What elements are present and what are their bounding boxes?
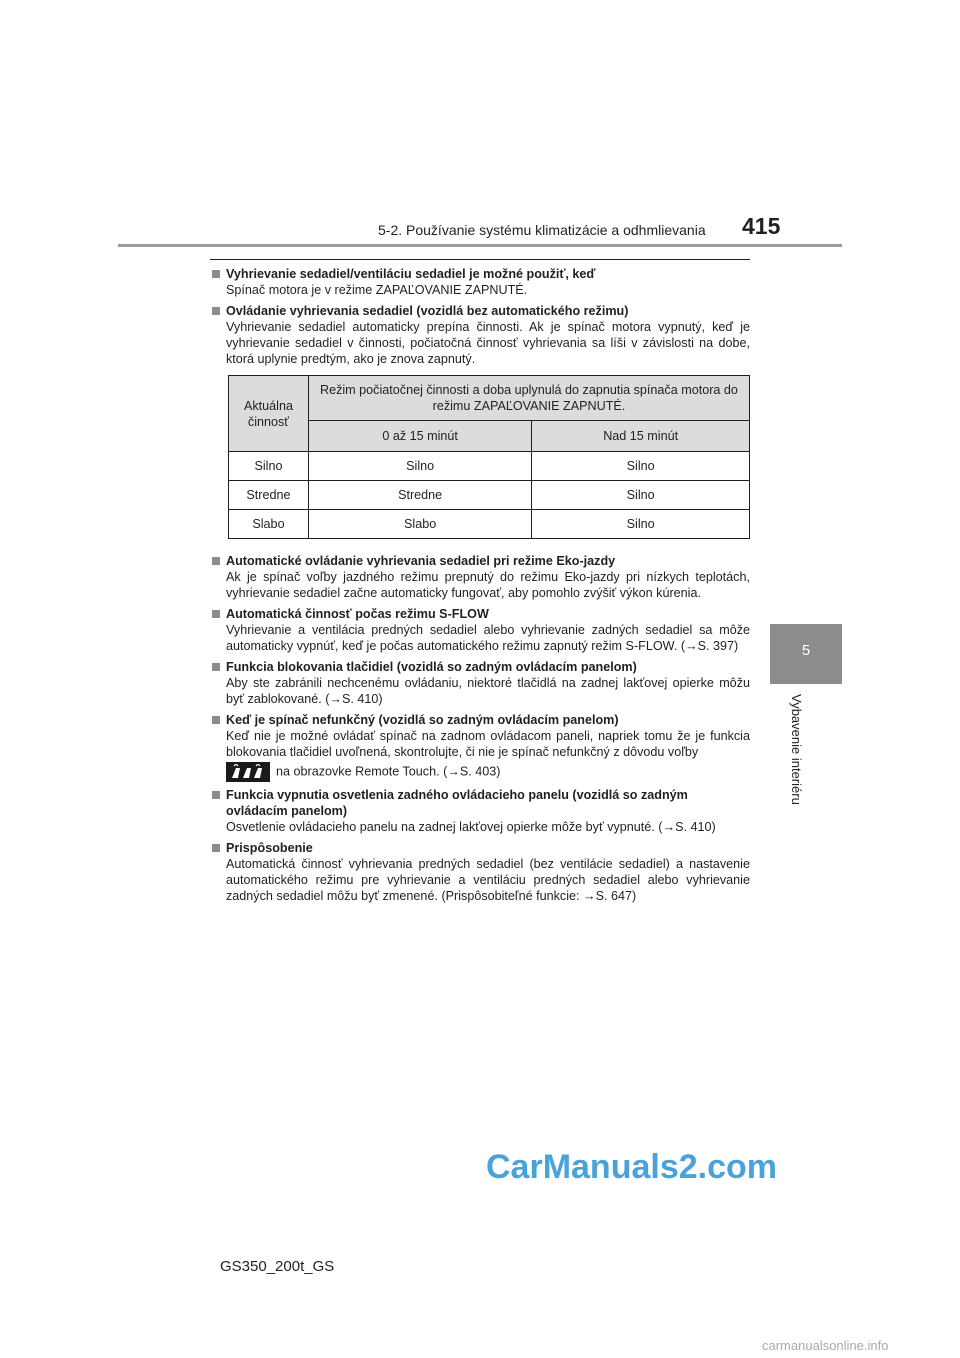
section-heading: Prispôsobenie: [210, 840, 750, 856]
watermark-carmanuals2: CarManuals2.com: [486, 1148, 777, 1186]
section-heading: Vyhrievanie sedadiel/ventiláciu sedadiel je možné použiť, keď: [210, 266, 750, 282]
operation-mode-table: [228, 375, 750, 539]
section-body: Aby ste zabránili nechcenému ovládaniu, niektoré tlačidlá na zadnej lakťovej opierke môžu byť zablokované. (→S. 410): [226, 676, 750, 706]
table-cell: Silno: [532, 452, 750, 481]
header-rule: [118, 244, 842, 247]
table-cell: Silno: [308, 452, 531, 481]
section-heading: Automatická činnosť počas režimu S-FLOW: [210, 606, 750, 622]
bullet-square-icon: [212, 791, 220, 799]
section-body: Ak je spínač voľby jazdného režimu prepnutý do režimu Eko-jazdy pri nízkych teplotách, vyhrievanie sedadiel začne automaticky fungovať, aby pomohlo zvýšiť výkon kúrenia.: [226, 570, 750, 600]
section-heading: Keď je spínač nefunkčný (vozidlá so zadným ovládacím panelom): [210, 712, 750, 728]
chapter-number: 5: [801, 642, 811, 659]
section-button-lock: [210, 659, 750, 707]
table-subheader: Nad 15 minút: [532, 421, 750, 452]
section-heading: Funkcia vypnutia osvetlenia zadného ovládacieho panelu (vozidlá so zadným ovládacím panelom): [210, 787, 750, 819]
section-panel-light-off: [210, 787, 750, 835]
section-heading: Ovládanie vyhrievania sedadiel (vozidlá bez automatického režimu): [210, 303, 750, 319]
chapter-tab: [770, 624, 842, 684]
section-customization: [210, 840, 750, 904]
page-number: 415: [742, 213, 781, 239]
section-body: Automatická činnosť vyhrievania predných sedadiel (bez ventilácie sedadiel) a nastavenie automatického režimu pre vyhrievanie a ventiláciu predných sedadiel alebo vyhrievanie zadných sedadiel môžu byť zmenené. (Prispôsobiteľné funkcie: →S. 647): [226, 857, 750, 903]
table-row: [229, 510, 750, 539]
section-switch-inoperative: [210, 712, 750, 782]
table-header-current: Aktuálna činnosť: [229, 376, 309, 452]
rear-seat-control-icon: [226, 762, 270, 782]
chapter-side-label: Vybavenie interiéru: [789, 694, 804, 805]
section-seat-heater-control: [210, 303, 750, 367]
bullet-square-icon: [212, 270, 220, 278]
section-heading: Automatické ovládanie vyhrievania sedadiel pri režime Eko-jazdy: [210, 553, 750, 569]
table-subheader: 0 až 15 minút: [308, 421, 531, 452]
footer-model: GS350_200t_GS: [220, 1258, 335, 1275]
section-eco-mode: [210, 553, 750, 601]
table-cell: Stredne: [308, 481, 531, 510]
section-body: Osvetlenie ovládacieho panelu na zadnej lakťovej opierke môže byť vypnuté. (→S. 410): [226, 820, 716, 834]
section-body: Vyhrievanie sedadiel automaticky prepína činnosti. Ak je spínač motora vypnutý, keď je vyhrievanie sedadiel v činnosti, počiatočná činnosť vyhrievania sa líši v závislosti na dobe, ktorá uplynie predtým, ako je znova zapnutý.: [226, 320, 750, 366]
table-cell: Slabo: [229, 510, 309, 539]
page-content: [210, 266, 750, 909]
table-cell: Stredne: [229, 481, 309, 510]
content-rule: [210, 259, 750, 260]
bullet-square-icon: [212, 307, 220, 315]
table-cell: Silno: [532, 481, 750, 510]
table-cell: Silno: [532, 510, 750, 539]
table-cell: Slabo: [308, 510, 531, 539]
section-seat-heater-usage: [210, 266, 750, 298]
table-header-group: Režim počiatočnej činnosti a doba uplynulá do zapnutia spínača motora do režimu ZAPAĽOVANIE ZAPNUTÉ.: [308, 376, 749, 421]
section-body: Vyhrievanie a ventilácia predných sedadiel alebo vyhrievanie zadných sedadiel sa môže automaticky vypnúť, keď je počas automatického režimu zapnutý režim S-FLOW. (→S. 397): [226, 623, 750, 653]
section-body: Keď nie je možné ovládať spínač na zadnom ovládacom paneli, napriek tomu že je funkcia blokovania tlačidiel uvoľnená, skontrolujte, či nie je spínač nefunkčný z dôvodu voľby na obrazovke Remote Touch. (→S. 403): [210, 728, 750, 782]
chapter-header: 5-2. Používanie systému klimatizácie a odhmlievania: [378, 222, 706, 238]
bullet-square-icon: [212, 716, 220, 724]
watermark-carmanualsonline: carmanualsonline.info: [762, 1338, 889, 1353]
section-heading: Funkcia blokovania tlačidiel (vozidlá so zadným ovládacím panelom): [210, 659, 750, 675]
table-cell: Silno: [229, 452, 309, 481]
table-row: [229, 452, 750, 481]
bullet-square-icon: [212, 844, 220, 852]
section-s-flow: [210, 606, 750, 654]
section-body: Spínač motora je v režime ZAPAĽOVANIE ZAPNUTÉ.: [226, 283, 528, 297]
bullet-square-icon: [212, 610, 220, 618]
bullet-square-icon: [212, 663, 220, 671]
table-row: [229, 481, 750, 510]
bullet-square-icon: [212, 557, 220, 565]
